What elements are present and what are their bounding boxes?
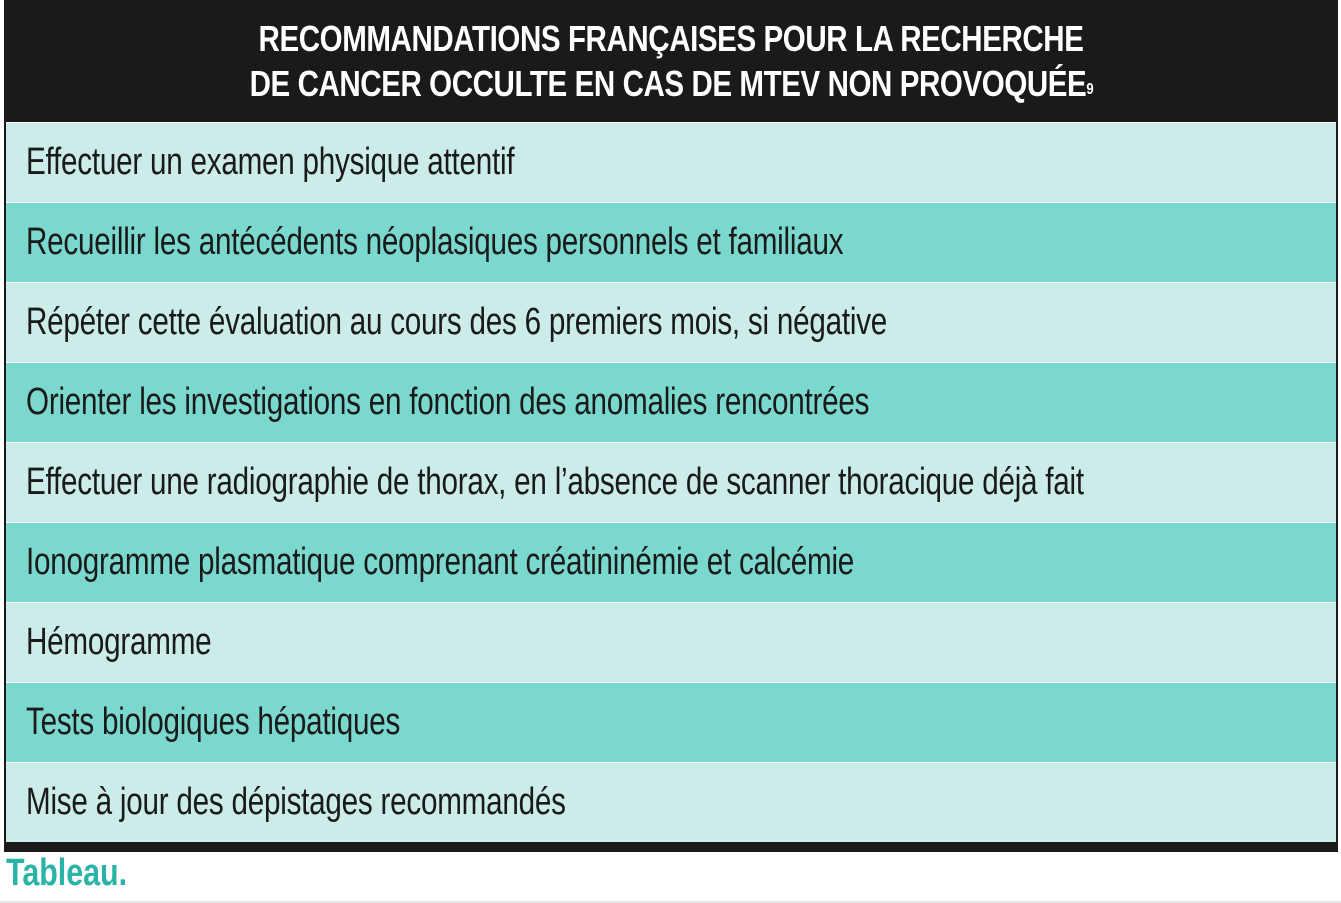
- table-header: [6, 0, 1336, 122]
- table-row-text: Effectuer une radiographie de thorax, en l’absence de scanner thoracique déjà fait: [26, 461, 1084, 503]
- table-row: [6, 122, 1336, 202]
- recommendations-table: [4, 0, 1338, 852]
- table-row: [6, 362, 1336, 442]
- table-row-text: Effectuer un examen physique attentif: [26, 141, 515, 183]
- table-title-reference: 9: [1085, 81, 1093, 98]
- table-title-line-2-text: DE CANCER OCCULTE EN CAS DE MTEV NON PROVOQUÉE: [249, 63, 1086, 104]
- table-caption: Tableau.: [6, 852, 128, 894]
- table-bottom-rule: [6, 842, 1336, 852]
- table-row-text: Mise à jour des dépistages recommandés: [26, 781, 566, 823]
- table-row: [6, 282, 1336, 362]
- table-row-text: Ionogramme plasmatique comprenant créatininémie et calcémie: [26, 541, 855, 583]
- table-row-text: Répéter cette évaluation au cours des 6 premiers mois, si négative: [26, 301, 888, 343]
- table-row: [6, 522, 1336, 602]
- table-row-text: Hémogramme: [26, 621, 212, 663]
- table-row-text: Tests biologiques hépatiques: [26, 701, 401, 743]
- table-row: [6, 442, 1336, 522]
- table-row-text: Orienter les investigations en fonction des anomalies rencontrées: [26, 381, 870, 423]
- table-row-text: Recueillir les antécédents néoplasiques personnels et familiaux: [26, 221, 844, 263]
- table-row: [6, 602, 1336, 682]
- table-row: [6, 682, 1336, 762]
- table-row: [6, 762, 1336, 842]
- table-title-line-1: RECOMMANDATIONS FRANÇAISES POUR LA RECHERCHE: [258, 18, 1084, 59]
- table-title-line-2: [249, 61, 1093, 106]
- table-row: [6, 202, 1336, 282]
